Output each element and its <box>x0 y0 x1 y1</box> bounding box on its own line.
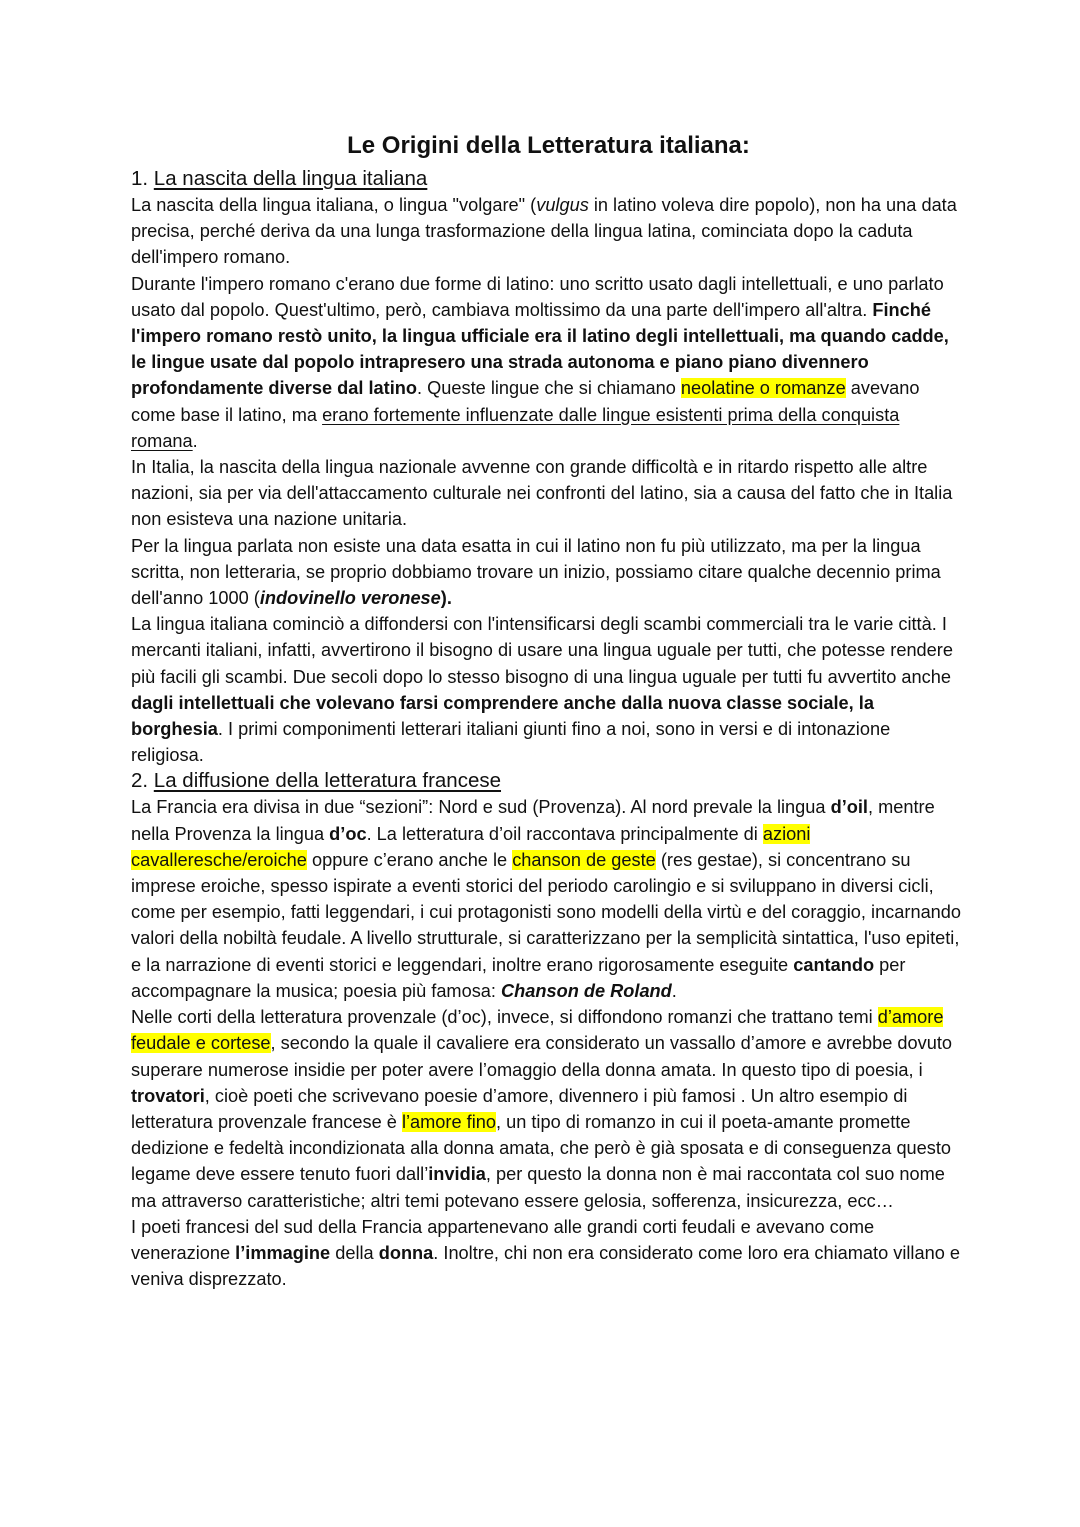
text-run: Per la lingua parlata non esiste una data esatta in cui il latino non fu più utilizzato, ma per la lingua scritta, non letteraria, se proprio dobbiamo trovare un inizio, possiamo citare qualche decennio prima dell'anno 1000 ( <box>131 535 941 609</box>
text-run: della <box>330 1242 379 1263</box>
bold-text: trovatori <box>131 1085 205 1106</box>
text-run: oppure c’erano anche le <box>306 849 513 870</box>
paragraph <box>131 611 966 768</box>
text-run: avevano come base il latino, ma <box>131 378 920 425</box>
bold-text: invidia <box>428 1164 486 1185</box>
highlighted-text: neolatine o romanze <box>680 378 846 399</box>
section-heading-2 <box>131 768 966 794</box>
text-run: . La letteratura d’oil raccontava principalmente di <box>366 823 763 844</box>
highlighted-text: d’amore feudale e cortese <box>131 1007 944 1054</box>
section-title: La nascita della lingua italiana <box>153 167 428 190</box>
bold-text: l’immagine <box>235 1242 331 1263</box>
highlighted-text: l’amore fino <box>401 1111 496 1132</box>
section-title: La diffusione della letteratura francese <box>153 769 502 793</box>
text-run: , per questo la donna non è mai raccontata col suo nome ma attraverso caratteristiche; altri temi potevano essere gelosia, sofferenza, insicurezza, ecc… <box>131 1164 945 1211</box>
section-heading-1 <box>131 166 966 192</box>
section-number: 1. <box>131 167 154 190</box>
text-run: Durante l'impero romano c'erano due forme di latino: uno scritto usato dagli intellettuali, e uno parlato usato dal popolo. Quest'ultimo, però, cambiava moltissimo da una parte dell'impero all'altra. <box>131 273 944 320</box>
text-run: . Queste lingue che si chiamano <box>417 378 681 399</box>
paragraph: In Italia, la nascita della lingua nazionale avvenne con grande difficoltà e in ritardo rispetto alle altre nazioni, sia per via dell'attaccamento culturale nei confronti del latino, sia a causa del fatto che in Italia non esisteva una nazione unitaria. <box>131 457 953 530</box>
text-run: , un tipo di romanzo in cui il poeta-amante promette dedizione e fedeltà incondizionata alla donna amata, che però è già sposata e di conseguenza questo legame deve essere tenuto fuori dall’ <box>131 1111 952 1185</box>
bold-italic-term: Chanson de Roland <box>501 980 672 1001</box>
bold-text: dagli intellettuali che volevano farsi comprendere anche dalla nuova classe sociale, la borghesia <box>131 692 874 740</box>
text-run: in latino voleva dire popolo), non ha una data precisa, perché deriva da una lunga trasformazione della lingua latina, cominciata dopo la caduta dell'impero romano. <box>131 195 957 268</box>
section-number: 2. <box>131 769 154 793</box>
text-run: . Inoltre, chi non era considerato come loro era chiamato villano e veniva disprezzato. <box>131 1242 960 1290</box>
text-run: La Francia era divisa in due “sezioni”: Nord e sud (Provenza). Al nord prevale la lingua <box>131 797 831 818</box>
text-run: , cioè poeti che scrivevano poesie d’amore, divennero i più famosi . Un altro esempio di letteratura provenzale francese è <box>131 1085 908 1132</box>
text-run: , mentre nella Provenza la lingua <box>131 797 935 844</box>
document-title: Le Origini della Letteratura italiana: <box>347 132 750 159</box>
bold-text: cantando <box>793 954 875 975</box>
underlined-text: erano fortemente influenzate dalle lingue esistenti prima della conquista romana <box>131 404 900 451</box>
highlighted-text: azioni cavalleresche/eroiche <box>131 823 811 870</box>
paragraph <box>131 533 966 612</box>
text-run: , secondo la quale il cavaliere era considerato un vassallo d’amore e avrebbe dovuto superare numerose insidie per poter avere l’omaggio della donna amata. In questo tipo di poesia, i <box>131 1033 952 1080</box>
text-run: per accompagnare la musica; poesia più famosa: <box>131 954 906 1001</box>
text-run: I poeti francesi del sud della Francia appartenevano alle grandi corti feudali e avevano come venerazione <box>131 1216 875 1263</box>
text-run: . I primi componimenti letterari italiani giunti fino a noi, sono in versi e di intonazione religiosa. <box>131 719 891 766</box>
bold-text: Finché l'impero romano restò unito, la lingua ufficiale era il latino degli intellettuali, ma quando cadde, le lingue usate dal popolo intrapresero una strada autonoma e piano piano divennero profondamente diverse dal latino <box>131 299 949 399</box>
paragraph <box>131 192 966 271</box>
paragraph <box>131 1004 966 1214</box>
bold-text: ). <box>440 588 452 609</box>
paragraph <box>131 271 966 454</box>
text-run: La lingua italiana cominciò a diffondersi con l'intensificarsi degli scambi commerciali tra le varie città. I mercanti italiani, infatti, avvertirono il bisogno di usare una lingua uguale per tutti, che potesse rendere più facili gli scambi. Due secoli dopo lo stesso bisogno di una lingua uguale per tutti fu avvertito anche <box>131 614 953 687</box>
bold-text: d’oil <box>830 797 868 818</box>
text-run: . <box>671 980 677 1001</box>
text-run: . <box>192 430 198 451</box>
text-run: La nascita della lingua italiana, o lingua "volgare" ( <box>131 195 537 215</box>
paragraph <box>131 1214 966 1293</box>
bold-italic-term: indovinello veronese <box>259 588 441 609</box>
text-run: Nelle corti della letteratura provenzale (d’oc), invece, si diffondono romanzi che trattano temi <box>131 1007 878 1028</box>
text-run: (res gestae), si concentrano su imprese eroiche, spesso ispirate a eventi storici del periodo carolingio e si sviluppano in diversi cicli, come per esempio, fatti leggendari, i cui protagonisti sono modelli della virtù e del coraggio, incarnando valori della nobiltà feudale. A livello strutturale, si caratterizzano per la semplicità sintattica, l'uso epiteti, e la narrazione di eventi storici e leggendari, inoltre erano rigorosamente eseguite <box>131 849 962 975</box>
italic-term: vulgus <box>536 195 589 215</box>
bold-text: donna <box>378 1242 434 1263</box>
highlighted-text: chanson de geste <box>512 849 656 870</box>
paragraph <box>131 794 966 1004</box>
document-page <box>131 128 966 1292</box>
bold-text: d’oc <box>329 823 367 844</box>
